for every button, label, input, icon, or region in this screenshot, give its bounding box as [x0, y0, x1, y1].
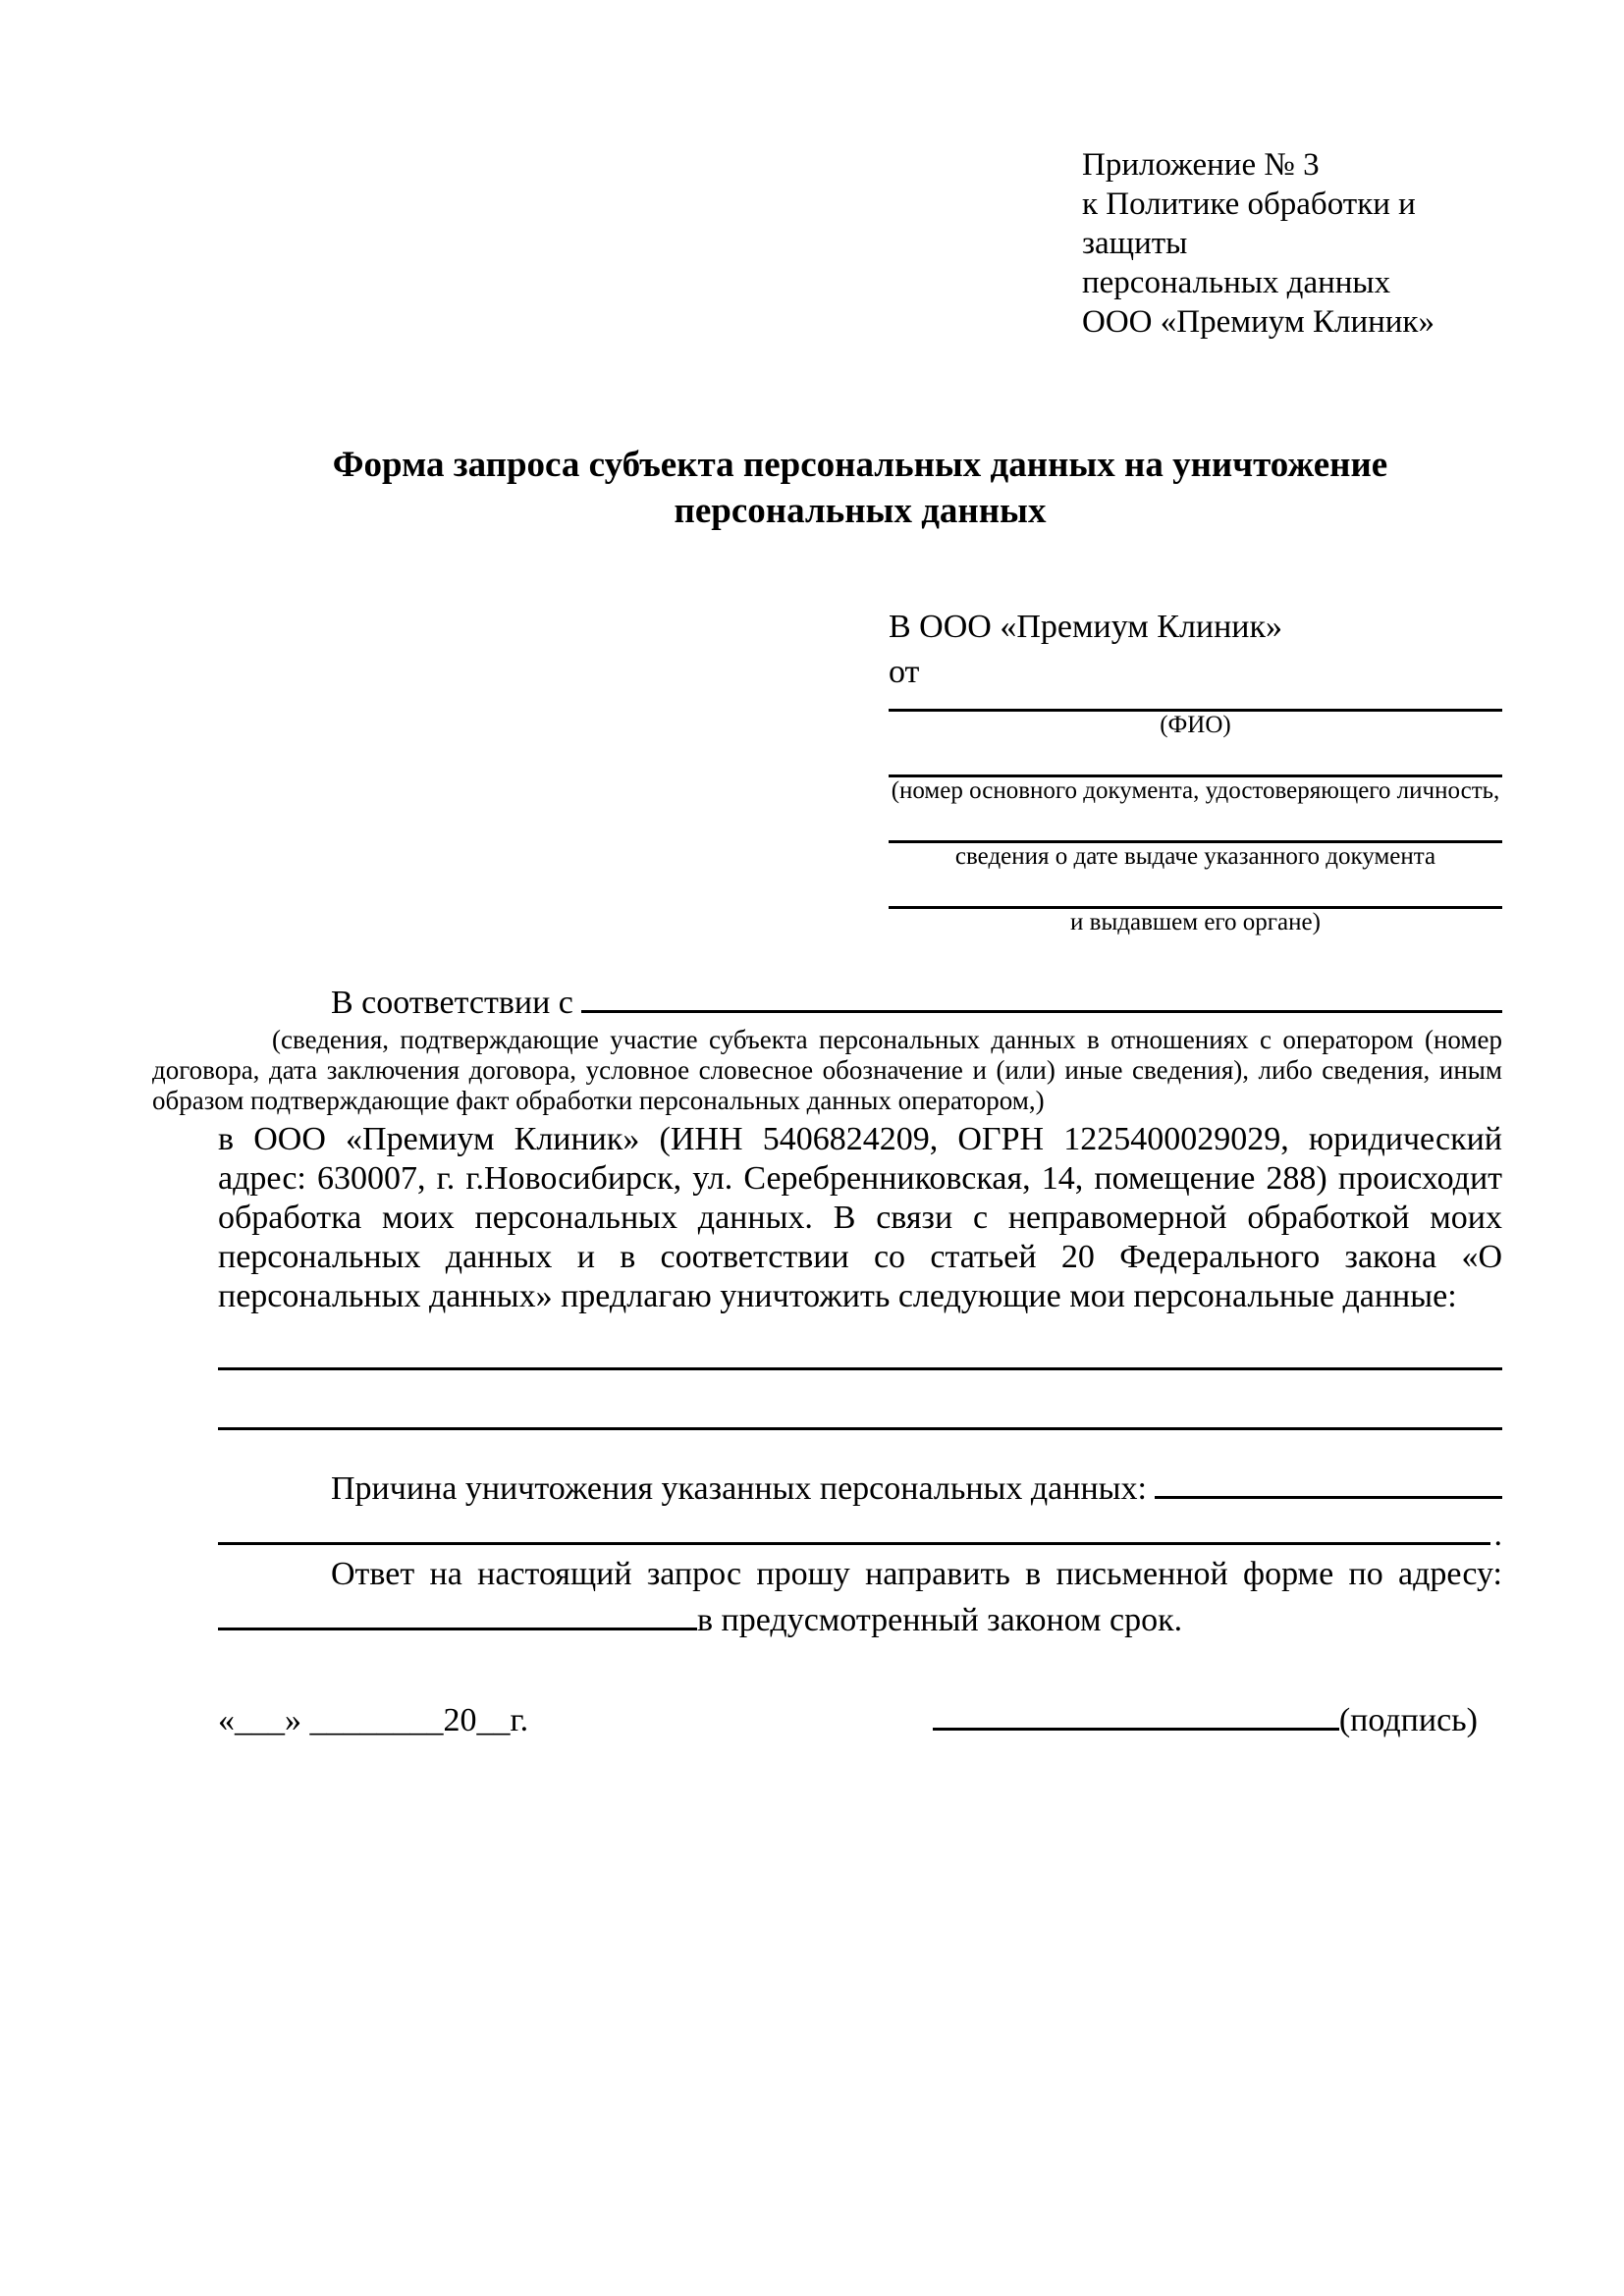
- doc-number-caption: (номер основного документа, удостоверяющего личность,: [891, 777, 1500, 804]
- page-title: Форма запроса субъекта персональных данных на уничтожение персональных данных: [332, 445, 1388, 531]
- personal-data-blank-line-1: [218, 1367, 1502, 1370]
- reason-blank-line: [1155, 1463, 1502, 1499]
- doc-issue-date-caption: сведения о дате выдаче указанного документа: [954, 843, 1436, 870]
- signature-caption: (подпись): [1338, 1702, 1478, 1738]
- date-fill-line: «___» ________20__г.: [218, 1702, 529, 1738]
- small-print-note: (сведения, подтверждающие участие субъекта персональных данных в отношениях с оператором (номер договора, дата заключения договора, условное словесное обозначение и (или) иные сведения), либо сведения, иным образом подтверждающие факт обработки персональных данных оператором,): [152, 1025, 1502, 1115]
- signature-blank-line: [933, 1694, 1339, 1731]
- addressee-organization: В ООО «Премиум Клиник»: [889, 609, 1283, 645]
- accordance-blank-line: [581, 977, 1502, 1013]
- answer-suffix: в предусмотренный законом срок.: [697, 1602, 1183, 1638]
- policy-reference-line2: персональных данных: [1082, 265, 1391, 300]
- reason-line: [218, 1463, 1502, 1509]
- reason-label: Причина уничтожения указанных персональных данных:: [331, 1470, 1147, 1507]
- addressee-from-label: от: [889, 654, 920, 690]
- date-signature-row: [218, 1694, 1502, 1740]
- addressee-block: [889, 605, 1502, 935]
- address-blank-line: [218, 1594, 697, 1630]
- accordance-line: [218, 977, 1502, 1023]
- appendix-number: Приложение № 3: [1082, 147, 1320, 183]
- answer-address-line: [218, 1594, 1502, 1640]
- fio-caption: (ФИО): [1160, 712, 1231, 738]
- reason-line-period: .: [1493, 1517, 1502, 1553]
- reason-continuation-line: [218, 1509, 1502, 1555]
- reason-blank-line-2: [218, 1509, 1490, 1545]
- main-paragraph: в ООО «Премиум Клиник» (ИНН 5406824209, ОГРН 1225400029029, юридический адрес: 630007, г. г.Новосибирск, ул. Серебренниковская, 14, помещение 288) происходит обработка моих персональных данных. В связи с неправомерной обработкой моих персональных данных и в соответствии со статьей 20 Федерального закона «О персональных данных» предлагаю уничтожить следующие мои персональные данные:: [218, 1121, 1502, 1314]
- doc-issuer-caption: и выдавшем его органе): [1070, 909, 1321, 935]
- organization-name: ООО «Премиум Клиник»: [1082, 304, 1435, 340]
- personal-data-blank-line-2: [218, 1427, 1502, 1430]
- answer-request-line: Ответ на настоящий запрос прошу направить в письменной форме по адресу:: [331, 1556, 1502, 1592]
- appendix-reference-block: [1082, 145, 1502, 342]
- policy-reference-line: к Политике обработки и защиты: [1082, 187, 1416, 261]
- accordance-prefix: В соответствии с: [331, 985, 573, 1021]
- signature-group: [933, 1694, 1478, 1740]
